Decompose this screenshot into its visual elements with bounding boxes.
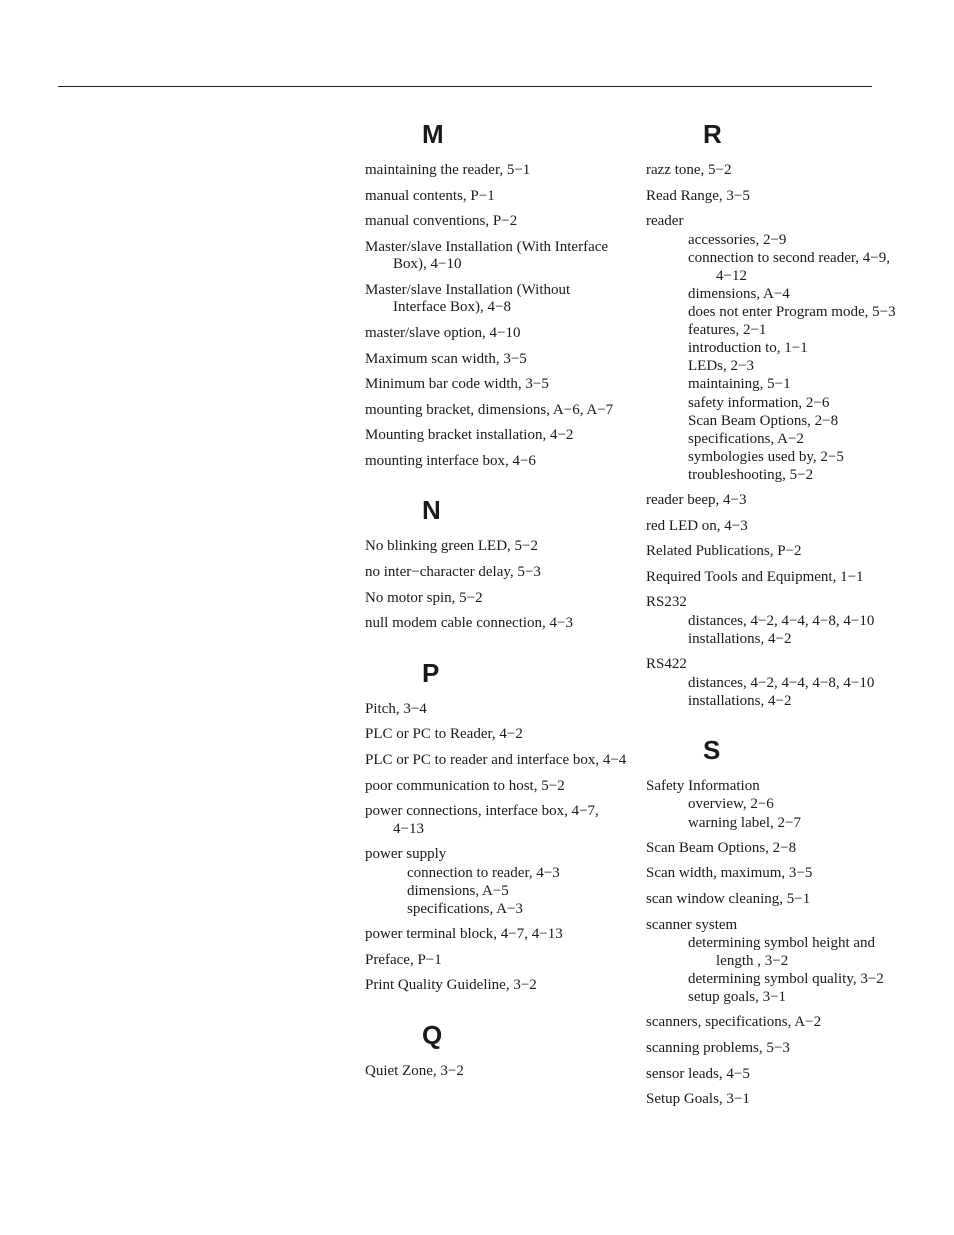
index-entry [365, 162, 627, 180]
index-entry [646, 492, 908, 510]
index-entry-text: power connections, interface box, 4−7, 4−13 [365, 803, 599, 837]
index-entry-text: Scan Beam Options, 2−8 [646, 839, 797, 856]
index-entry [365, 538, 627, 556]
header-rule [58, 86, 872, 87]
index-subentry: connection to second reader, 4−9, 4−12 [688, 249, 890, 284]
index-entry [646, 213, 908, 484]
index-subentry: troubleshooting, 5−2 [688, 466, 814, 483]
index-entry [365, 213, 627, 231]
index-subentry: features, 2−1 [688, 322, 767, 339]
index-entry [365, 402, 627, 420]
index-entry [365, 846, 627, 918]
index-section-s [646, 732, 908, 1109]
index-section-p [365, 655, 627, 995]
index-subentry: does not enter Program mode, 5−3 [688, 304, 896, 321]
index-subentry: determining symbol height and length , 3−2 [688, 935, 876, 970]
index-entry-text: Setup Goals, 3−1 [646, 1091, 750, 1108]
index-entry [646, 1066, 908, 1084]
index-entry-text: poor communication to host, 5−2 [365, 777, 565, 794]
index-entry-text: null modem cable connection, 4−3 [365, 615, 573, 632]
section-letter-heading: Q [422, 1019, 443, 1050]
index-entry-text: Minimum bar code width, 3−5 [365, 376, 549, 393]
index-entry [365, 564, 627, 582]
index-entry-text: Print Quality Guideline, 3−2 [365, 977, 537, 994]
index-entry-text: manual conventions, P−2 [365, 213, 518, 230]
index-subentry: connection to reader, 4−3 [407, 864, 560, 881]
index-entry [646, 865, 908, 883]
index-entry [646, 656, 908, 710]
index-entry-text: Mounting bracket installation, 4−2 [365, 427, 574, 444]
index-entry-text: mounting interface box, 4−6 [365, 452, 536, 469]
index-subentry: determining symbol quality, 3−2 [688, 971, 884, 988]
index-entry [646, 917, 908, 1007]
index-entry [365, 726, 627, 744]
index-entry [646, 1040, 908, 1058]
index-entry-text: PLC or PC to Reader, 4−2 [365, 726, 523, 743]
index-entry [365, 427, 627, 445]
index-entry-text: Read Range, 3−5 [646, 187, 750, 204]
index-entry [365, 188, 627, 206]
index-entry-text: Safety Information [646, 777, 760, 794]
index-subentry: accessories, 2−9 [688, 231, 787, 248]
index-subentry: distances, 4−2, 4−4, 4−8, 4−10 [688, 612, 875, 629]
index-entry [646, 891, 908, 909]
index-entry-text: no inter−character delay, 5−3 [365, 564, 541, 581]
index-entry-text: Preface, P−1 [365, 951, 442, 968]
index-entry-text: Master/slave Installation (With Interface Box), 4−10 [365, 238, 609, 273]
index-entry-text: Related Publications, P−2 [646, 543, 802, 560]
index-entry-text: RS422 [646, 656, 687, 673]
index-subentry: specifications, A−2 [688, 430, 804, 447]
index-entry-text: mounting bracket, dimensions, A−6, A−7 [365, 401, 614, 418]
index-entry [365, 590, 627, 608]
index-entry [646, 543, 908, 561]
index-entry-text: Scan width, maximum, 3−5 [646, 865, 813, 882]
index-entry-text: sensor leads, 4−5 [646, 1065, 750, 1082]
index-entry-text: RS232 [646, 594, 687, 611]
index-entry-text: maintaining the reader, 5−1 [365, 162, 531, 178]
index-entry-text: power supply [365, 846, 447, 863]
index-entry-text: manual contents, P−1 [365, 187, 495, 204]
section-letter-heading: M [422, 119, 444, 149]
index-entry [646, 518, 908, 536]
index-subentry: dimensions, A−5 [407, 882, 509, 899]
index-entry-text: scanning problems, 5−3 [646, 1040, 790, 1057]
index-entry [365, 351, 627, 369]
index-entry [365, 752, 627, 770]
index-entry-text: red LED on, 4−3 [646, 517, 748, 534]
index-entry [646, 569, 908, 587]
index-section-q [365, 1017, 627, 1081]
index-entry-text: razz tone, 5−2 [646, 162, 732, 178]
index-entry [365, 1063, 627, 1081]
index-entry-text: Maximum scan width, 3−5 [365, 350, 527, 367]
index-entry [646, 778, 908, 832]
section-letter-heading: P [422, 657, 440, 688]
section-letter-heading: N [422, 495, 441, 526]
index-entry [646, 594, 908, 648]
index-entry-text: Required Tools and Equipment, 1−1 [646, 568, 864, 585]
index-entry [365, 778, 627, 796]
index-entry-text: Master/slave Installation (Without Interface Box), 4−8 [365, 281, 571, 316]
index-section-r [646, 116, 908, 710]
index-subentry: installations, 4−2 [688, 631, 792, 648]
index-entry [365, 977, 627, 995]
index-entry [646, 1091, 908, 1109]
index-entry-text: scan window cleaning, 5−1 [646, 890, 811, 907]
index-entry [646, 1014, 908, 1032]
index-subentry: overview, 2−6 [688, 796, 774, 813]
index-subentry: warning label, 2−7 [688, 814, 802, 831]
index-entry [365, 615, 627, 633]
index-section-m [365, 116, 627, 470]
index-subentry: dimensions, A−4 [688, 285, 790, 302]
index-subentry: LEDs, 2−3 [688, 358, 754, 375]
index-entry-text: master/slave option, 4−10 [365, 324, 521, 341]
index-entry-text: No motor spin, 5−2 [365, 589, 483, 606]
index-section-n [365, 492, 627, 632]
index-entry [365, 282, 627, 317]
index-subentry: maintaining, 5−1 [688, 376, 791, 393]
index-entry-text: No blinking green LED, 5−2 [365, 538, 539, 555]
index-entry-text: scanners, specifications, A−2 [646, 1014, 822, 1031]
index-entry [365, 453, 627, 471]
index-entry-text: Pitch, 3−4 [365, 700, 427, 717]
index-entry-text: power terminal block, 4−7, 4−13 [365, 926, 563, 943]
index-subentry: setup goals, 3−1 [688, 989, 787, 1006]
index-subentry: specifications, A−3 [407, 900, 523, 917]
index-subentry: distances, 4−2, 4−4, 4−8, 4−10 [688, 674, 875, 691]
index-entry [365, 239, 627, 274]
index-column-left [365, 116, 627, 1102]
index-entry [365, 376, 627, 394]
index-subentry: Scan Beam Options, 2−8 [688, 412, 839, 429]
index-subentry: safety information, 2−6 [688, 394, 830, 411]
index-column-right [646, 116, 908, 1131]
index-subentry: installations, 4−2 [688, 692, 792, 709]
index-entry [646, 840, 908, 858]
index-entry [365, 701, 627, 719]
index-entry-text: Quiet Zone, 3−2 [365, 1062, 464, 1079]
index-entry [646, 162, 908, 180]
index-entry [365, 803, 627, 838]
index-subentry: introduction to, 1−1 [688, 340, 808, 357]
index-entry-text: reader [646, 213, 684, 230]
section-letter-heading: S [703, 734, 721, 765]
index-entry [365, 325, 627, 343]
index-entry [365, 926, 627, 944]
index-entry-text: PLC or PC to reader and interface box, 4−4 [365, 751, 627, 768]
index-subentry: symbologies used by, 2−5 [688, 448, 844, 465]
index-entry [646, 188, 908, 206]
index-entry [365, 952, 627, 970]
index-entry-text: reader beep, 4−3 [646, 492, 747, 509]
section-letter-heading: R [703, 119, 722, 149]
index-entry-text: scanner system [646, 916, 738, 933]
